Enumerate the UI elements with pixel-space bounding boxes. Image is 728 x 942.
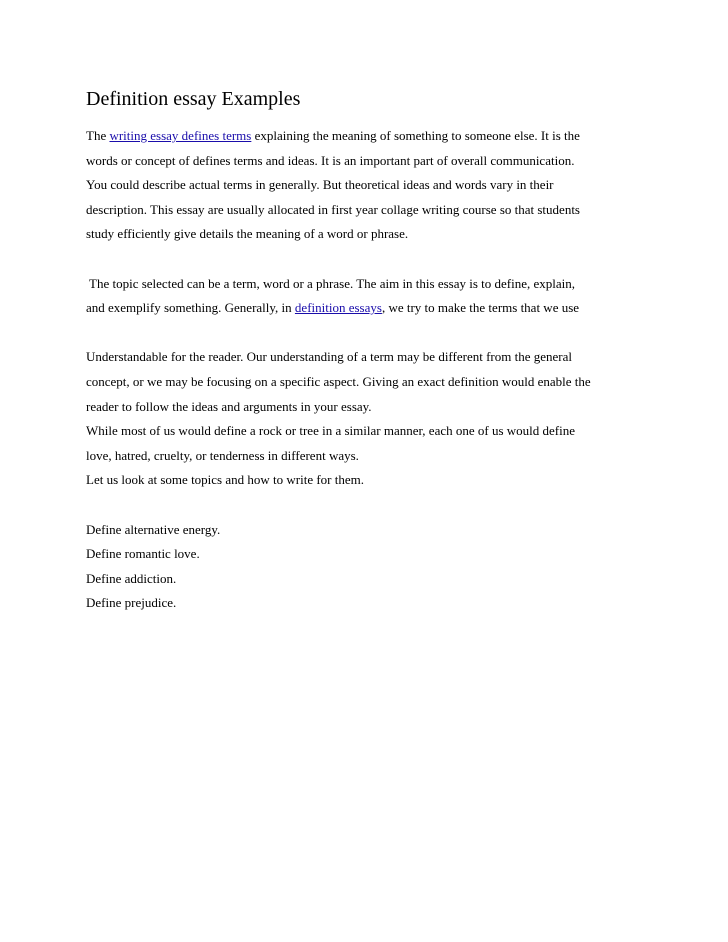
document-title: Definition essay Examples [86,88,301,110]
text-line: words or concept of defines terms and ideas. It is an important part of overall communication. [86,152,575,168]
definition-essays-link[interactable]: definition essays [294,300,382,316]
text-line: love, hatred, cruelty, or tenderness in different ways. [86,447,359,463]
topic-list [86,518,666,616]
text-line [86,296,666,321]
text-span: The [86,128,110,143]
text-line: Let us look at some topics and how to write for them. [86,472,365,488]
text-line: You could describe actual terms in generally. But theoretical ideas and words vary in their [86,177,554,193]
paragraph-gap [86,321,666,346]
text-line: study efficiently give details the meaning of a word or phrase. [86,226,409,242]
list-item: Define romantic love. [86,546,200,562]
text-line: The topic selected can be a term, word or a phrase. The aim in this essay is to define, explain, [86,275,576,291]
document-page [86,86,666,616]
paragraph-intro [86,124,666,247]
text-line: concept, or we may be focusing on a specific aspect. Giving an exact definition would enable the [86,373,591,389]
list-item: Define prejudice. [86,595,177,611]
paragraph-gap [86,247,666,272]
paragraph-understanding [86,345,666,493]
paragraph-gap [86,493,666,518]
text-line [86,124,666,149]
text-span: and exemplify something. Generally, in [86,300,295,316]
text-line: description. This essay are usually allocated in first year collage writing course so that students [86,201,580,217]
text-span: , we try to make the terms that we use [381,300,580,316]
text-span: explaining the meaning of something to someone else. It is the [251,128,580,143]
paragraph-topic [86,272,666,321]
text-line: While most of us would define a rock or tree in a similar manner, each one of us would define [86,423,575,439]
list-item: Define addiction. [86,570,177,586]
list-item: Define alternative energy. [86,521,221,537]
text-line: Understandable for the reader. Our understanding of a term may be different from the general [86,349,572,365]
text-line: reader to follow the ideas and arguments in your essay. [86,398,372,414]
writing-essay-link[interactable]: writing essay defines terms [109,128,252,143]
